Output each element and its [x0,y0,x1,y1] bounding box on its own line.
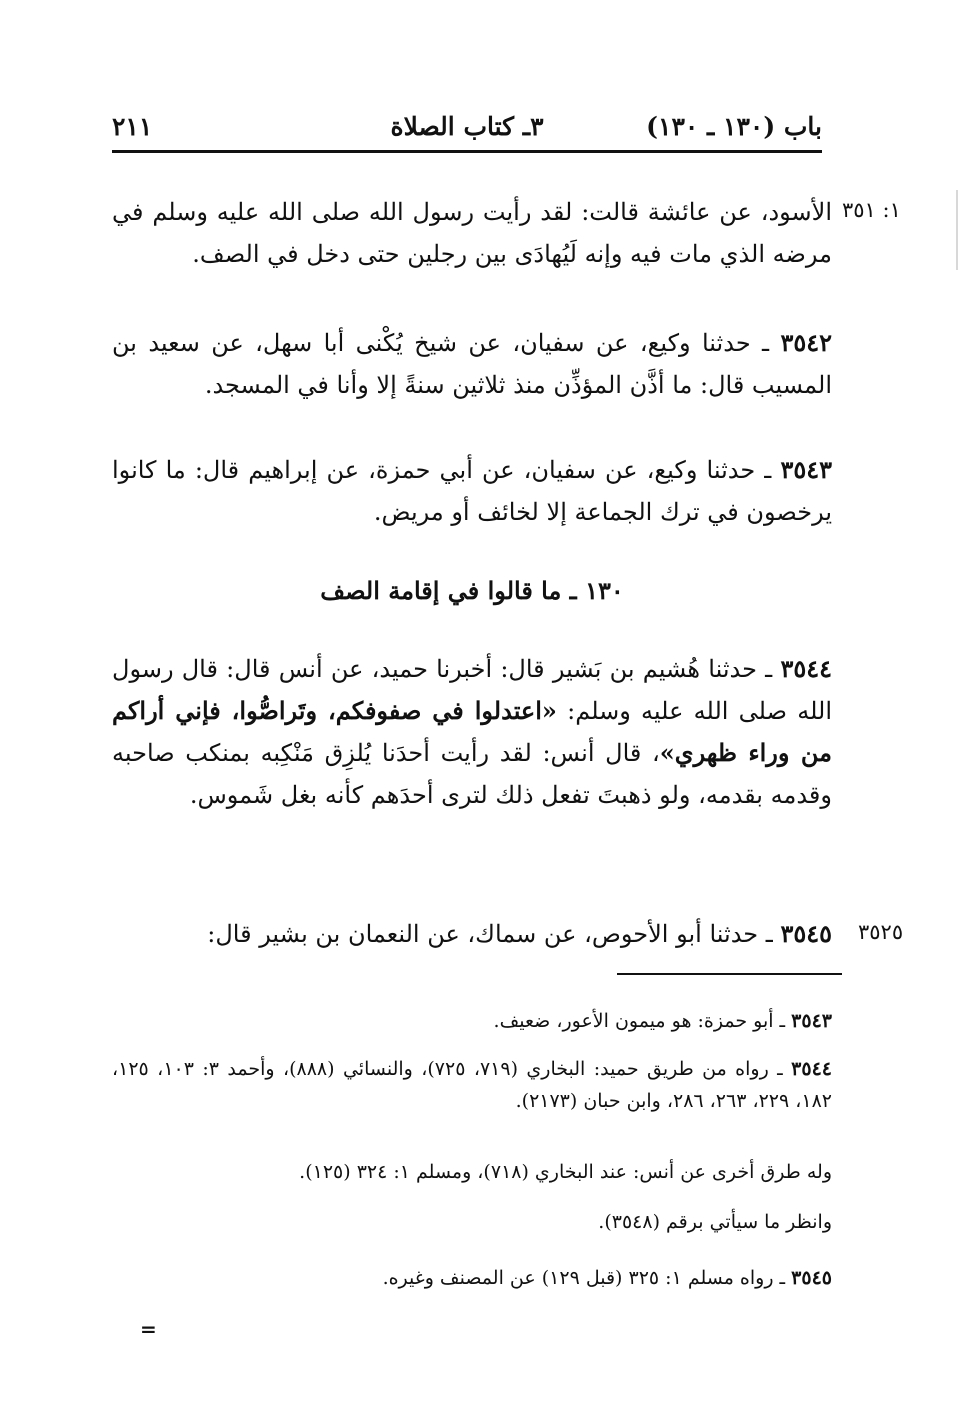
paragraph-continued [112,191,832,275]
footnote-3544-other-routes: وله طرق أخرى عن أنس: عند البخاري (٧١٨)، ومسلم ١: ٣٢٤ (١٢٥). [299,1161,832,1183]
continuation-mark: = [140,1317,157,1341]
footnote-number: ٣٥٤٣ [791,1010,832,1032]
hadith-3545 [112,913,832,955]
hadith-number: ٣٥٤٢ [780,328,832,357]
scan-edge [956,190,958,270]
hadith-number: ٣٥٤٤ [780,654,832,683]
margin-reference-top: ١: ٣٥١ [842,198,901,222]
hadith-text: ـ حدثنا هُشيم بن بَشير قال: أخبرنا حميد، عن أنس قال: قال رسول الله صلى الله عليه وسلم: [112,655,832,725]
running-header [112,108,822,150]
hadith-number: ٣٥٤٣ [780,455,832,484]
hadith-3544 [112,648,832,816]
hadith-text: ـ حدثنا وكيع، عن سفيان، عن أبي حمزة، عن إبراهيم قال: ما كانوا يرخصون في ترك الجماعة إلا لخائف أو مريض. [112,456,832,526]
hadith-3543 [112,449,832,533]
footnote-number: ٣٥٤٤ [791,1058,832,1080]
footnote-3543 [112,1005,832,1037]
footnote-text: ـ رواه مسلم ١: ٣٢٥ (قبل ١٢٩) عن المصنف وغيره. [382,1267,786,1289]
hadith-text-cont: ، قال أنس: لقد رأيت أحدَنا يُلزِق مَنْكِبه بمنكب صاحبه وقدمه بقدمه، ولو ذهبتَ تفعل ذلك لترى أحدَهم كأنه بغل شَموس. [112,739,832,809]
hadith-number: ٣٥٤٥ [780,919,832,948]
footnote-3544 [112,1053,832,1117]
footnote-3545 [112,1262,832,1294]
header-rule [112,150,822,153]
footnote-text: ـ أبو حمزة: هو ميمون الأعور، ضعيف. [493,1010,786,1032]
hadith-text: ـ حدثنا وكيع، عن سفيان، عن شيخ يُكْنى أبا سهل، عن سعيد بن المسيب قال: ما أذَّن المؤذِّن منذ ثلاثين سنةً إلا وأنا في المسجد. [112,329,832,399]
footnote-number: ٣٥٤٥ [791,1267,832,1289]
hadith-3542 [112,322,832,406]
paragraph-text: الأسود، عن عائشة قالت: لقد رأيت رسول الله صلى الله عليه وسلم في مرضه الذي مات فيه وإنه لَيُهادَى بين رجلين حتى دخل في الصف. [112,198,832,268]
footnote-3544-see-also: وانظر ما سيأتي برقم (٣٥٤٨). [598,1211,832,1233]
footnote-rule [617,973,842,975]
hadith-text: ـ حدثنا أبو الأحوص، عن سماك، عن النعمان بن بشير قال: [207,920,773,948]
page-number: ٢١١ [112,112,153,141]
book-title: ٣ـ كتاب الصلاة [390,112,544,141]
margin-reference-bottom: ٣٥٢٥ [858,920,904,944]
prophetic-quote: «اعتدلوا في صفوفكم، وتَراصُّوا، فإني أراكم من وراء ظهري» [112,696,832,767]
footnote-text: ـ رواه من طريق حميد: البخاري (٧١٩، ٧٢٥)، والنسائي (٨٨٨)، وأحمد ٣: ١٠٣، ١٢٥، ١٨٢، ٢٢٩، ٢٦٣، ٢٨٦، وابن حبان (٢١٧٣). [112,1058,832,1112]
chapter-reference: باب (١٣٠ ـ ١٣٠) [646,112,822,141]
chapter-heading: ١٣٠ ـ ما قالوا في إقامة الصف [320,576,624,605]
